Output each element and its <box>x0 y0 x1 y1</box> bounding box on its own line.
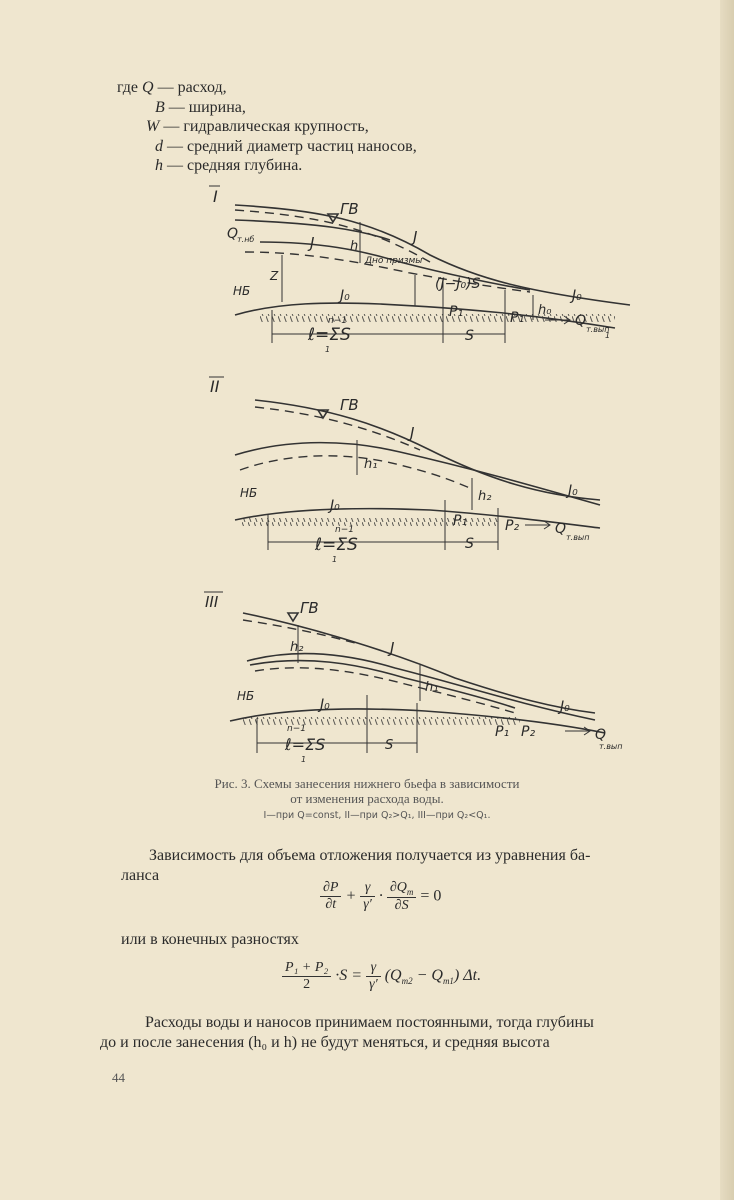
p1b-label: P₁ <box>510 310 525 326</box>
definition-text: — средняя глубина. <box>163 157 303 174</box>
water-surface-line <box>243 613 595 713</box>
fraction-denominator: ∂S <box>394 897 409 913</box>
rhs-subscript-1: т2 <box>401 976 413 987</box>
paragraph-3-line-2: до и после занесения (h₀ и h) не будут меняться, и средняя высота <box>100 1034 550 1051</box>
difference-equation <box>282 960 481 993</box>
figure-2-diagram <box>200 370 620 565</box>
p2-label: P₂ <box>505 518 520 534</box>
definition-q <box>117 78 417 98</box>
definitions-list <box>117 78 417 176</box>
definition-symbol: h <box>155 157 163 174</box>
j-label: J <box>410 424 415 442</box>
z-label: Z <box>270 269 279 283</box>
h2-label: h₂ <box>290 640 304 655</box>
upper-flow-line <box>235 443 600 505</box>
definition-h <box>117 156 417 176</box>
j-left-label: J <box>310 234 315 252</box>
paragraph-3 <box>100 1013 710 1053</box>
figure-1-numeral: I <box>213 187 218 206</box>
figure-caption <box>0 776 734 806</box>
numerator-subscript: т <box>406 886 414 897</box>
h-label: h <box>350 239 359 254</box>
j-right-label: J <box>413 228 418 246</box>
n-minus-1-label: n−1 <box>335 525 354 535</box>
s-label: S <box>385 738 394 753</box>
rhs-close: ) Δt. <box>453 967 482 985</box>
j-label: J <box>390 639 395 657</box>
p1-label: P₁ <box>453 513 468 529</box>
definition-text: — средний диаметр частиц наносов, <box>163 137 417 155</box>
paragraph-2: или в конечных разностях <box>121 931 299 948</box>
j0-mid-label: J₀ <box>340 288 350 304</box>
definition-b <box>117 98 417 118</box>
numerator-main: ∂Q <box>389 880 407 895</box>
figure-3-diagram <box>195 583 625 768</box>
j0-right-label: J₀ <box>568 483 578 499</box>
definition-text: — расход, <box>153 79 227 96</box>
fraction-dp-dt <box>320 880 341 913</box>
q-out-label: Q <box>595 727 607 743</box>
j0-mid-label: J₀ <box>320 697 330 713</box>
h0-label: h₀ <box>538 303 552 318</box>
definition-prefix: где <box>117 79 143 96</box>
j0-mid-label: J₀ <box>330 498 340 514</box>
gv-label: ГВ <box>300 599 319 617</box>
paragraph-3-line-1: Расходы воды и наносов принимаем постоянными, тогда глубины <box>145 1014 594 1031</box>
figure-3-numeral: III <box>205 593 219 611</box>
definition-symbol: W <box>146 118 160 135</box>
figure-2-numeral: II <box>210 377 220 396</box>
caption-line-3: I—при Q=const, II—при Q₂>Q₁, III—при Q₂<Q₁. <box>263 810 491 821</box>
definition-d <box>117 137 417 157</box>
definition-symbol: Q <box>142 79 154 96</box>
fraction-denominator: γ′ <box>369 977 378 992</box>
q-out-subscript: т.вып <box>586 325 610 334</box>
q-nb-label: Q <box>227 226 239 242</box>
fraction-numerator: γ <box>360 880 375 897</box>
definition-symbol: B <box>155 98 165 116</box>
l-sum-label: ℓ=ΣS <box>315 535 358 555</box>
j0-right-label: J₀ <box>560 699 570 715</box>
q-out-subscript: т.вып <box>599 742 623 751</box>
gv-marker-icon <box>288 613 298 621</box>
s-label: S <box>465 328 474 344</box>
caption-line-2: от изменения расхода воды. <box>290 791 444 806</box>
paragraph-1-line-2: ланса <box>121 867 160 884</box>
q-out-label: Q <box>575 313 587 329</box>
fraction-numerator: ∂P <box>320 880 341 897</box>
nb-label: НБ <box>233 284 251 298</box>
gv-label: ГВ <box>340 396 359 414</box>
figure-1-diagram <box>200 180 640 355</box>
nb-label: НБ <box>240 486 258 500</box>
one-label: 1 <box>605 331 611 340</box>
rhs-subscript-2: т1 <box>442 976 454 987</box>
rhs-open: (Q <box>384 967 402 985</box>
plus-sign: + <box>345 887 357 905</box>
l-sum-label: ℓ=ΣS <box>285 735 326 754</box>
rhs-minus: − Q <box>412 967 443 985</box>
l-sum-subscript: 1 <box>301 755 307 764</box>
gv-label: ГВ <box>340 200 359 218</box>
fraction-numerator <box>387 880 417 898</box>
q-out-subscript: т.вып <box>566 533 590 542</box>
fraction-denominator: γ′ <box>363 897 372 913</box>
definition-symbol: d <box>155 137 163 155</box>
fraction-gamma <box>366 960 381 993</box>
bed-hatch <box>240 717 520 725</box>
page-edge <box>720 0 734 1200</box>
q-nb-subscript: т.нб <box>237 235 255 244</box>
balance-equation <box>320 880 441 914</box>
definition-text: — ширина, <box>164 98 246 116</box>
h2-label: h₂ <box>478 489 492 504</box>
fraction-dq-ds <box>387 880 417 914</box>
l-sum-label: ℓ=ΣS <box>308 325 351 345</box>
definition-text: — гидравлическая крупность, <box>159 118 369 135</box>
p1-label: P₁ <box>495 724 510 740</box>
q-out-arrow <box>525 521 550 529</box>
prism-bottom-label: Дно призмы <box>365 256 423 266</box>
caption-line-1: Рис. 3. Схемы занесения нижнего бьефа в зависимости <box>214 776 520 791</box>
p2-label: P₂ <box>521 724 536 740</box>
water-surface-dashed <box>235 210 430 262</box>
s-label: S <box>465 536 474 552</box>
dot-operator: · <box>378 887 383 905</box>
fraction-numerator: P₁ + P₂ <box>282 960 331 977</box>
prism-top-line <box>260 242 530 290</box>
h1-label: h₁ <box>364 457 378 472</box>
n-minus-1-label: n−1 <box>328 316 347 326</box>
fraction-gamma <box>360 880 375 913</box>
fraction-p-sum <box>282 960 331 993</box>
equation-middle: ·S = <box>335 967 363 985</box>
water-surface-line <box>235 205 630 305</box>
nb-label: НБ <box>237 689 255 703</box>
q-out-label: Q <box>555 521 567 537</box>
bed-hatch <box>260 314 615 322</box>
l-sum-subscript: 1 <box>325 345 331 354</box>
l-sum-subscript: 1 <box>332 555 338 564</box>
fraction-denominator: ∂t <box>325 897 337 913</box>
paragraph-1-line-1: Зависимость для объема отложения получается из уравнения ба- <box>149 847 591 864</box>
h1-label: h₁ <box>425 680 439 695</box>
fraction-denominator: 2 <box>303 977 311 992</box>
equation-rhs: = 0 <box>420 887 442 905</box>
n-minus-1-label: n−1 <box>287 724 306 734</box>
fraction-numerator: γ <box>366 960 381 977</box>
j0-right-label: J₀ <box>572 288 582 304</box>
j-diff-label: (J−J₀)S <box>435 276 481 292</box>
equation-rhs <box>384 967 482 987</box>
p1-label: P₁ <box>449 304 464 320</box>
page-number: 44 <box>112 1070 125 1085</box>
definition-w <box>117 117 417 137</box>
